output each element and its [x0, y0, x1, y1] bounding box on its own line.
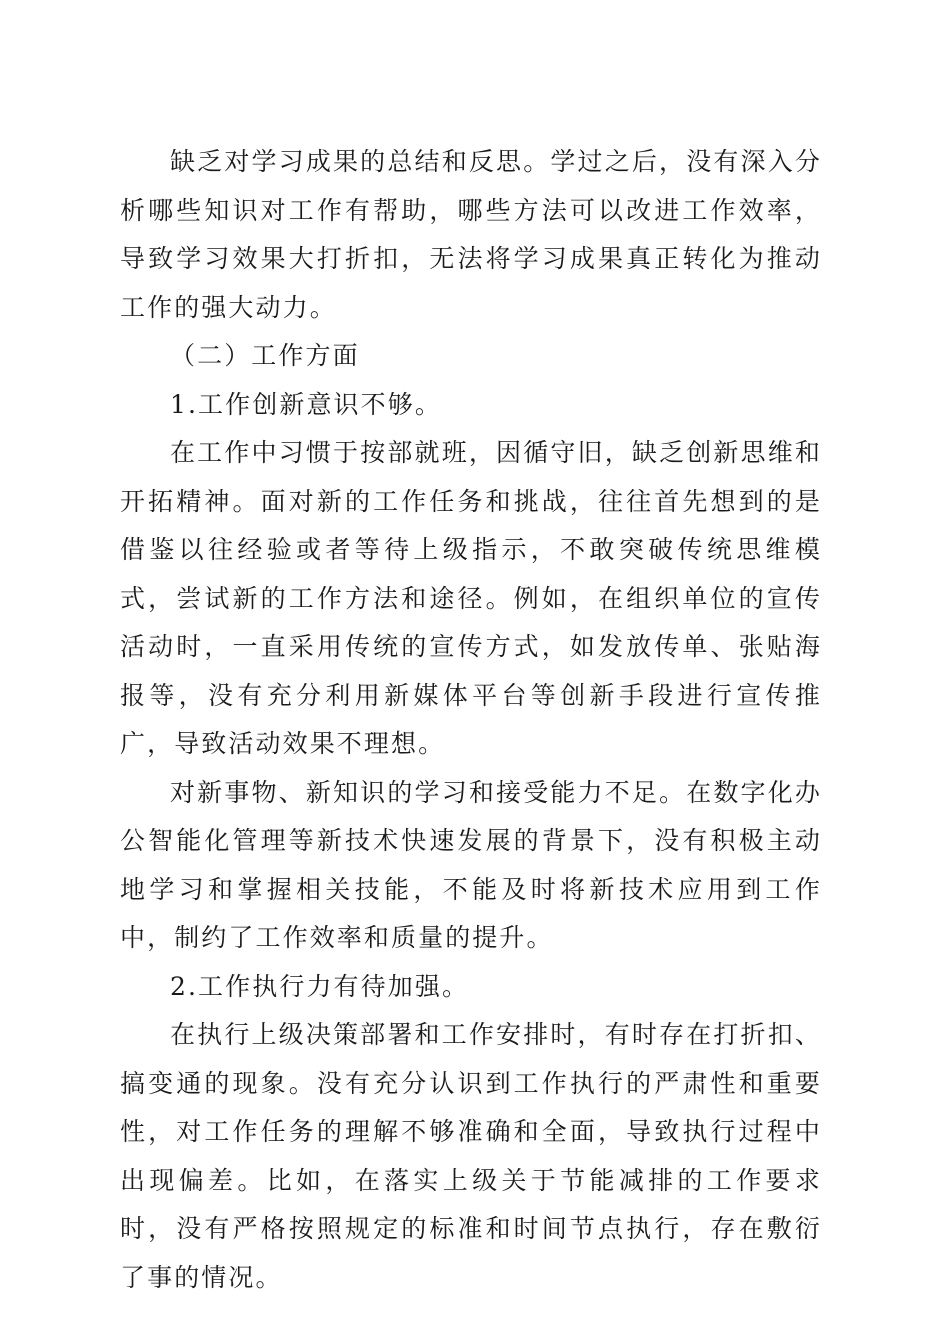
subheading-execution: 2.工作执行力有待加强。: [170, 971, 470, 1001]
paragraph-new-knowledge: 对新事物、新知识的学习和接受能力不足。在数字化办公智能化管理等新技术快速发展的背景下，没有积极主动地学习和掌握相关技能，不能及时将新技术应用到工作中，制约了工作效率和质量的提升。: [120, 777, 822, 952]
section-heading-work: （二）工作方面: [170, 341, 360, 370]
subheading-innovation: 1.工作创新意识不够。: [170, 389, 442, 419]
paragraph-innovation-detail: 在工作中习惯于按部就班，因循守旧，缺乏创新思维和开拓精神。面对新的工作任务和挑战，往往首先想到的是借鉴以往经验或者等待上级指示，不敢突破传统思维模式，尝试新的工作方法和途径。例如，在组织单位的宣传活动时，一直采用传统的宣传方式，如发放传单、张贴海报等，没有充分利用新媒体平台等创新手段进行宣传推广，导致活动效果不理想。: [120, 438, 822, 758]
document-body: [120, 138, 822, 1302]
paragraph-learning-summary: 缺乏对学习成果的总结和反思。学过之后，没有深入分析哪些知识对工作有帮助，哪些方法可以改进工作效率，导致学习效果大打折扣，无法将学习成果真正转化为推动工作的强大动力。: [120, 147, 822, 322]
paragraph-execution-detail: 在执行上级决策部署和工作安排时，有时存在打折扣、搞变通的现象。没有充分认识到工作执行的严肃性和重要性，对工作任务的理解不够准确和全面，导致执行过程中出现偏差。比如，在落实上级关于节能减排的工作要求时，没有严格按照规定的标准和时间节点执行，存在敷衍了事的情况。: [120, 1020, 822, 1292]
